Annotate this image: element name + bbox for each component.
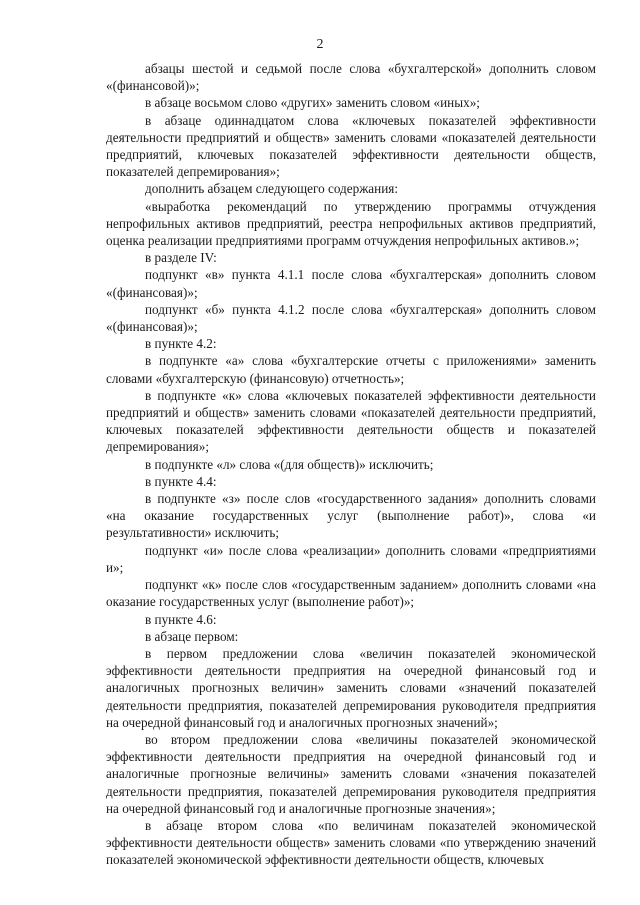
paragraph: в подпункте «к» слова «ключевых показателей эффективности деятельности предприятий и обществ» заменить словами «показателей деятельности предприятий, ключевых показателей эффективности деятельности обществ и показателей депремирования»; bbox=[106, 387, 596, 455]
paragraph: подпункт «б» пункта 4.1.2 после слова «бухгалтерская» дополнить словом «(финансовая)»; bbox=[106, 301, 596, 335]
paragraph: в пункте 4.2: bbox=[145, 336, 217, 352]
paragraph: в абзаце первом: bbox=[145, 628, 239, 644]
paragraph: в абзаце втором слова «по величинам показателей экономической эффективности деятельности обществ» заменить словами «по утверждению значений показателей экономической эффективности деятельности обществ, ключевых bbox=[106, 817, 596, 868]
paragraph: в пункте 4.4: bbox=[145, 473, 217, 489]
paragraph: подпункт «в» пункта 4.1.1 после слова «бухгалтерская» дополнить словом «(финансовая)»; bbox=[106, 267, 596, 300]
paragraph: во втором предложении слова «величины показателей экономической эффективности деятельности предприятия на очередной финансовый год и аналогичные прогнозные величины» заменить словами «значения показателей деятельности предприятия, показателей депремирования руководителя предприятия на очередной финансовый год и аналогичные прогнозные значения»; bbox=[106, 731, 596, 816]
paragraph: в пункте 4.6: bbox=[145, 611, 217, 627]
paragraph: дополнить абзацем следующего содержания: bbox=[145, 181, 399, 197]
paragraph: подпункт «и» после слова «реализации» дополнить словами «предприятиями и»; bbox=[106, 542, 596, 575]
paragraph: в разделе IV: bbox=[145, 250, 217, 266]
paragraph: в первом предложении слова «величин показателей экономической эффективности деятельности предприятия на очередной финансовый год и аналогичных прогнозных величин» заменить словами «значений показателей деятельности предприятия, показателей депремирования руководителя предприятия на очередной финансовый год и аналогичных прогнозных значений»; bbox=[106, 645, 596, 730]
paragraph: в подпункте «л» слова «(для обществ)» исключить; bbox=[145, 456, 434, 472]
paragraph: в подпункте «а» слова «бухгалтерские отчеты с приложениями» заменить словами «бухгалтерскую (финансовую) отчетность»; bbox=[106, 353, 596, 386]
paragraph: в подпункте «з» после слов «государственного задания» дополнить словами «на оказание государственных услуг (выполнение работ)», слова «и результативности» исключить; bbox=[106, 491, 596, 541]
paragraph: абзацы шестой и седьмой после слова «бухгалтерской» дополнить словом «(финансовой)»; bbox=[106, 61, 596, 94]
paragraph: в абзаце восьмом слово «других» заменить словом «иных»; bbox=[145, 95, 480, 111]
page-number: 2 bbox=[316, 37, 324, 52]
paragraph: «выработка рекомендаций по утверждению программы отчуждения непрофильных активов предприятий, реестра непрофильных активов предприятий, оценка реализации предприятиями программ отчуждения непрофильных активов.»; bbox=[106, 198, 596, 249]
document-body bbox=[106, 60, 596, 869]
paragraph: подпункт «к» после слов «государственным заданием» дополнить словами «на оказание государственных услуг (выполнение работ)»; bbox=[106, 577, 596, 610]
paragraph: в абзаце одиннадцатом слова «ключевых показателей эффективности деятельности предприятий и обществ» заменить словами «показателей деятельности предприятий, ключевых показателей эффективности деятельности обществ, показателей депремирования»; bbox=[106, 112, 596, 180]
